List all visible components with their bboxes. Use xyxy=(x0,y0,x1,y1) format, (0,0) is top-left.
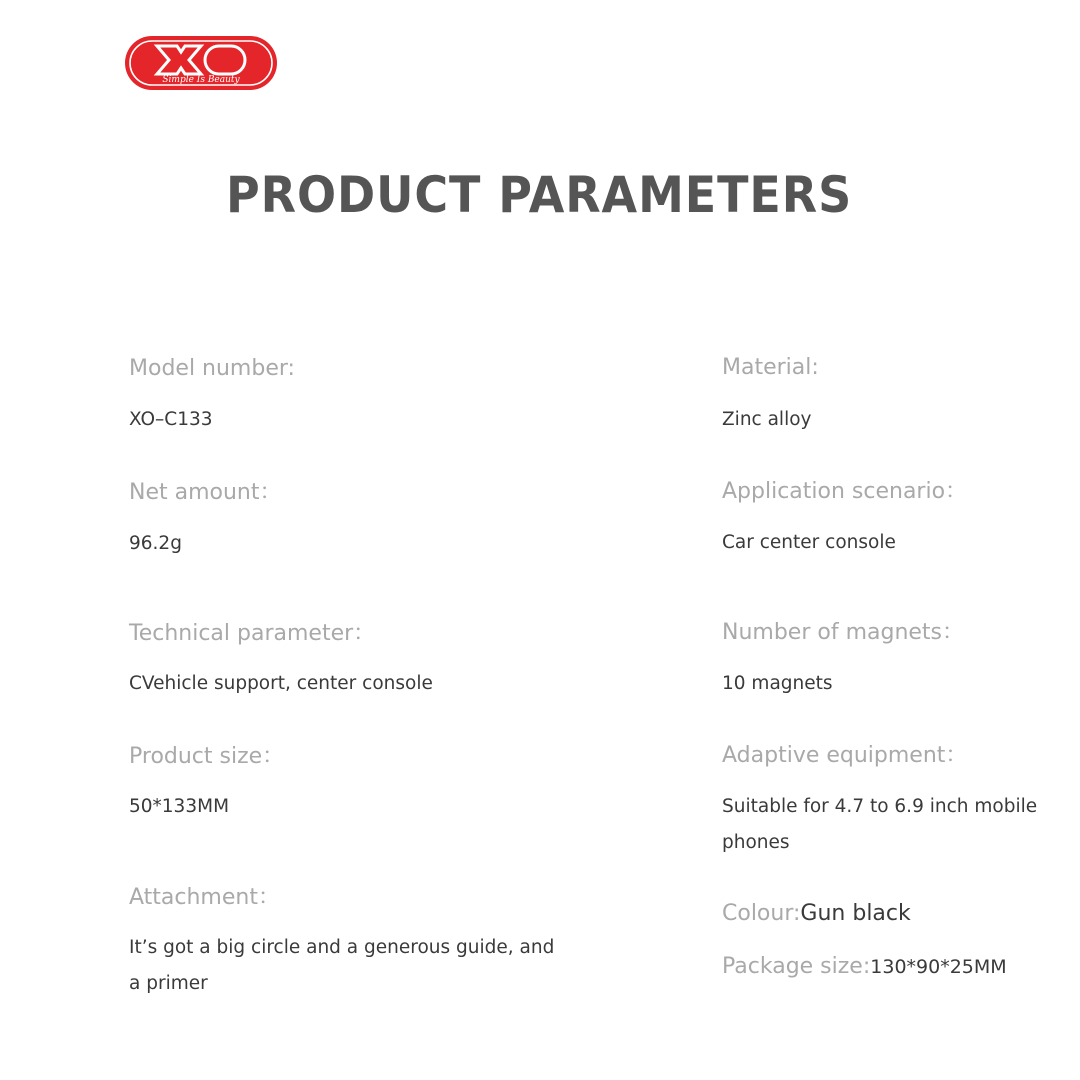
net-amount-value: 96.2g xyxy=(129,533,182,554)
colour-row xyxy=(722,899,911,929)
material-value: Zinc alloy xyxy=(722,409,812,430)
number-of-magnets-value: 10 magnets xyxy=(722,673,833,694)
application-scenario-value: Car center console xyxy=(722,532,896,553)
attachment-label: Attachment： xyxy=(129,885,280,910)
net-amount-label: Net amount： xyxy=(129,480,282,505)
material-label: Material: xyxy=(722,355,819,380)
brand-logo xyxy=(123,34,279,92)
xo-logo-icon xyxy=(123,34,279,92)
technical-parameter-label: Technical parameter： xyxy=(129,621,376,646)
adaptive-equipment-label: Adaptive equipment： xyxy=(722,743,968,768)
technical-parameter-value: CVehicle support, center console xyxy=(129,673,433,694)
product-size-value: 50*133MM xyxy=(129,796,230,817)
adaptive-equipment-value: Suitable for 4.7 to 6.9 inch mobile phones xyxy=(722,796,1038,853)
model-number-label: Model number: xyxy=(129,356,295,381)
package-size-label: Package size: xyxy=(722,954,871,979)
colour-value: Gun black xyxy=(800,901,911,926)
product-size-label: Product size： xyxy=(129,744,285,769)
model-number-value: XO–C133 xyxy=(129,409,213,430)
package-size-value: 130*90*25MM xyxy=(870,956,1007,978)
package-size-row xyxy=(722,952,1007,982)
number-of-magnets-label: Number of magnets： xyxy=(722,620,965,645)
attachment-value: It’s got a big circle and a generous guide, and a primer xyxy=(129,937,555,994)
application-scenario-label: Application scenario： xyxy=(722,479,968,504)
colour-label: Colour: xyxy=(722,901,801,926)
logo-tagline: Simple Is Beauty xyxy=(162,75,240,85)
page-title: PRODUCT PARAMETERS xyxy=(226,166,853,224)
